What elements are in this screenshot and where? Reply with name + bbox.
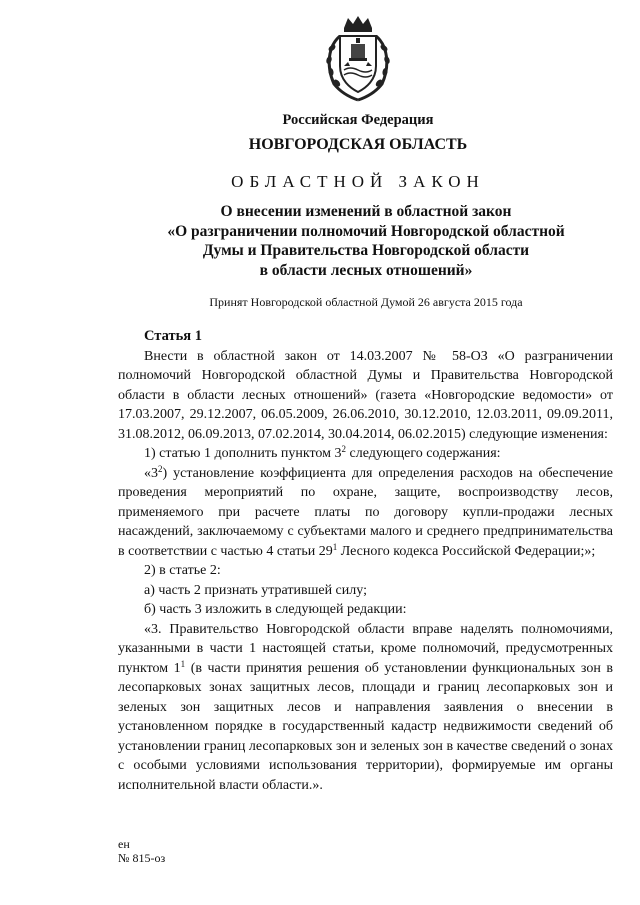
quoted-text-1: «$3^2$) установление коэффициента для определения расходов на обеспечение проведения мероприятий по охране, защите, воспроизводству лесов, применяемого при расчете платы по договору купли-продажи лесных насаждений, заключаемому с субъектами малого и среднего предпринимательства в соответствии с частью 4 статьи $29^1$ Лесного кодекса Российской Федерации;»; [118, 463, 613, 559]
law-title [0, 202, 640, 280]
amendment-item-2: 2) в статье 2: [144, 563, 221, 578]
quoted-text-2: «3. Правительство Новгородской области вправе наделять полномочиями, указанными в части 1 настоящей статьи, кроме полномочий, предусмотренных пунктом $1^1$ (в части принятия решения об установлении функциональных зон в лесопарковых зонах защитных лесов, площади и границ лесопарковых зон и зеленых зон защитных лесов и направления заявления о внесении в установленном порядке в государственный кадастр недвижимости сведений об установлении границ лесопарковых зон и зеленых зон в качестве сведений о зонах с особыми условиями использования территории), формируемые им органы исполнительной власти области.». [118, 621, 613, 793]
law-title-line: Думы и Правительства Новгородской области [202, 242, 530, 259]
amendment-item-2a: а) часть 2 признать утратившей силу; [144, 582, 367, 598]
coat-of-arms-icon [322, 14, 394, 104]
article-heading: Статья 1 [144, 328, 202, 344]
document-footer [118, 837, 165, 865]
region-heading: НОВГОРОДСКАЯ ОБЛАСТЬ [248, 136, 468, 153]
law-title-line: в области лесных отношений» [259, 261, 473, 279]
footer-initials: ен [118, 837, 130, 851]
law-body [118, 327, 613, 795]
amendment-item-2b: б) часть 3 изложить в следующей редакции: [144, 602, 407, 617]
amendment-item-1: 1) статью 1 дополнить пунктом $3^2$ следующего содержания: [144, 444, 501, 461]
federation-heading: Российская Федерация [282, 112, 434, 128]
law-type-heading: ОБЛАСТНОЙ ЗАКОН [231, 172, 485, 191]
article-intro: Внести в областной закон от 14.03.2007 № 58-ОЗ «О разграничении полномочий Новгородской областной Думы и Правительства Новгородской области в области лесных отношений» (газета «Новгородские ведомости» от 17.03.2007, 29.12.2007, 06.05.2009, 26.06.2010, 30.12.2010, 12.03.2011, 09.09.2011, 31.08.2012, 06.09.2013, 07.02.2014, 30.04.2014, 06.02.2015) следующие изменения: [118, 348, 613, 442]
law-title-line: «О разграничении полномочий Новгородской областной [167, 222, 565, 240]
adoption-note: Принят Новгородской областной Думой 26 августа 2015 года [209, 295, 523, 309]
footer-number: № 815-оз [118, 851, 166, 865]
law-title-line: О внесении изменений в областной закон [220, 203, 512, 220]
